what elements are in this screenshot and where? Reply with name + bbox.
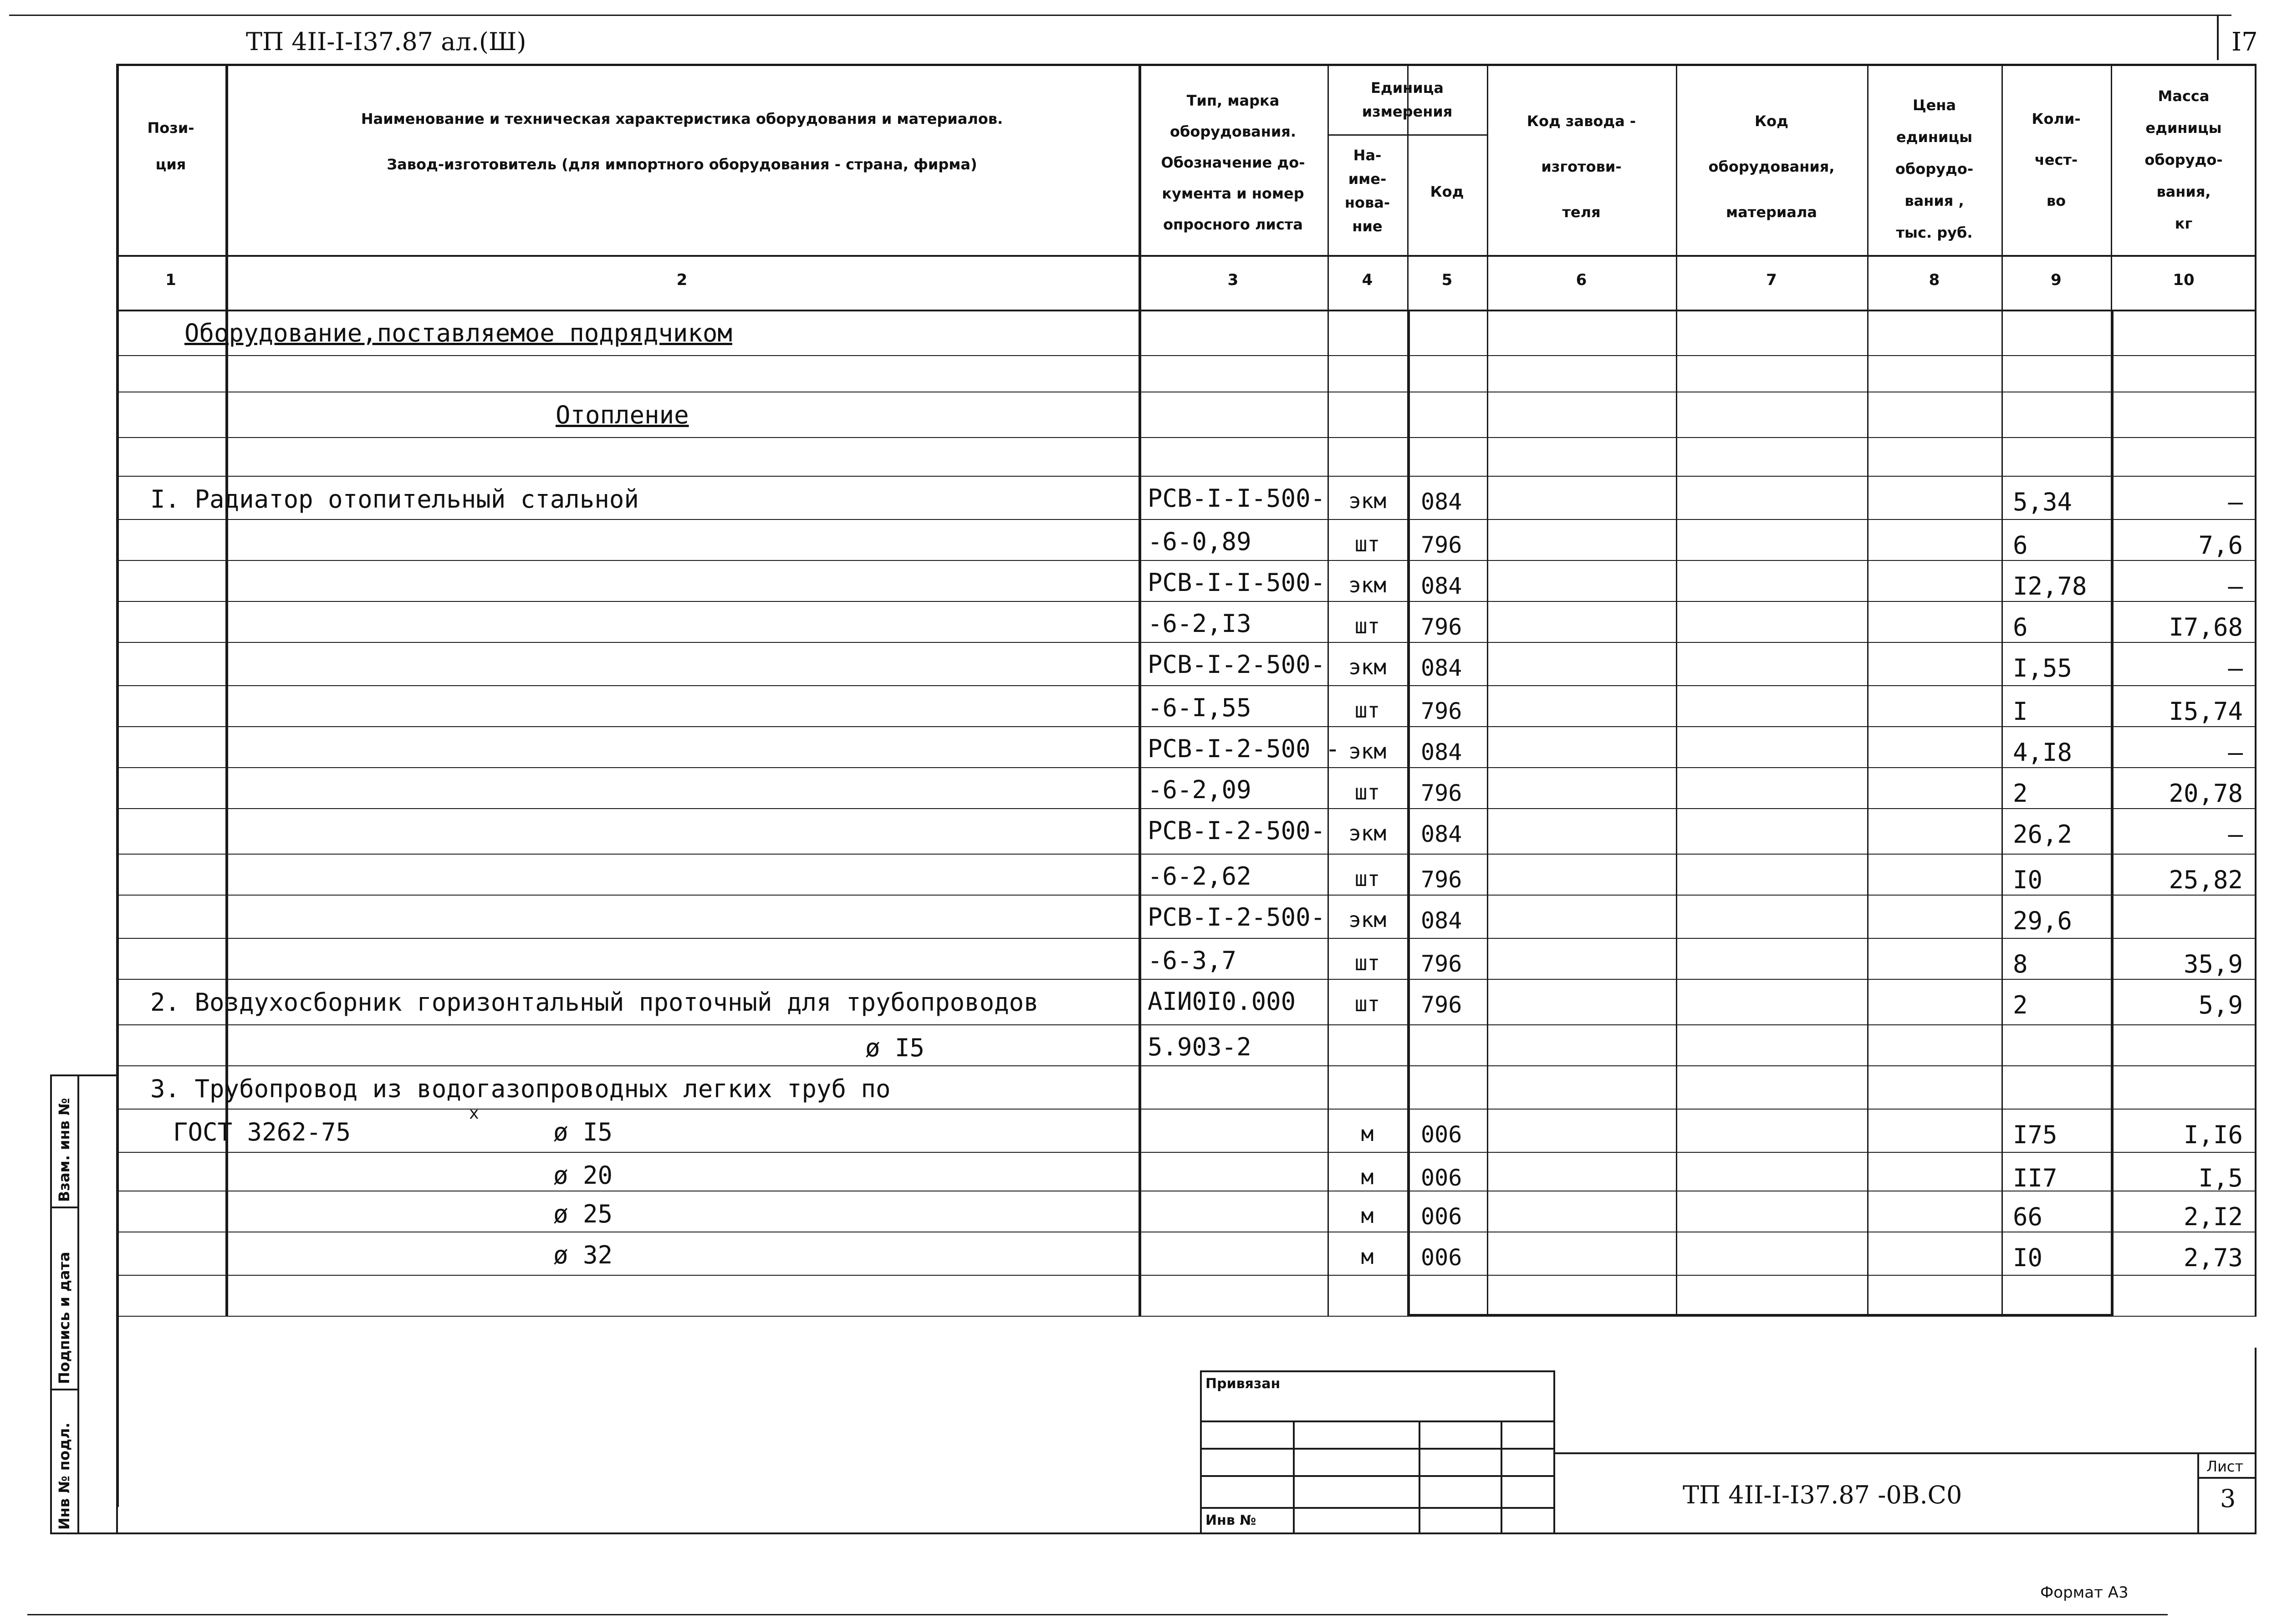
row-8-unit: экм [1348, 655, 1387, 679]
header-mass-line-4: кг [2175, 215, 2193, 232]
row-13-type: -6-2,62 [1148, 862, 1251, 891]
row-7-code: 796 [1421, 614, 1462, 640]
row-22-code: 006 [1421, 1244, 1462, 1271]
header-mass-line-1: единицы [2145, 119, 2222, 137]
row-4-code: 084 [1421, 489, 1462, 515]
row-15-mass: 35,9 [2183, 950, 2243, 978]
row-16-mass: 5,9 [2198, 991, 2243, 1019]
row-4-mass: – [2228, 488, 2243, 516]
header-mass-line-2: оборудо- [2144, 151, 2223, 168]
stamp-privyazan: Привязан [1205, 1376, 1281, 1392]
row-13-unit: шт [1354, 866, 1380, 891]
header-name-line-0: Наименование и техническая характеристика оборудования и материалов. [361, 110, 1003, 127]
row-10-type: РСВ-I-2-500 - [1148, 734, 1340, 763]
header-type-line-3: кумента и номер [1162, 185, 1304, 202]
header-unit-name-line-0: На- [1353, 147, 1382, 164]
header-type-line-0: Тип, марка [1186, 92, 1280, 109]
header-qty-line-0: Коли- [2032, 110, 2081, 127]
row-20-code: 006 [1421, 1165, 1462, 1191]
row-0-name: Оборудование,поставляемое подрядчиком [184, 319, 732, 347]
stamp-inv: Инв № [1205, 1512, 1256, 1528]
column-number-6: 6 [1576, 271, 1587, 289]
row-10-code: 084 [1421, 739, 1462, 765]
row-9-qty: I [2013, 697, 2028, 726]
row-19-mass: I,I6 [2183, 1120, 2243, 1149]
row-21-unit: м [1361, 1203, 1374, 1228]
row-14-qty: 29,6 [2013, 906, 2073, 935]
row-12-code: 084 [1421, 821, 1462, 847]
row-21-qty: 66 [2013, 1202, 2043, 1231]
row-21-code: 006 [1421, 1203, 1462, 1230]
row-5-mass: 7,6 [2198, 531, 2243, 560]
header-price-line-2: оборудо- [1895, 160, 1974, 178]
header-position-line-1: ция [155, 156, 186, 173]
row-15-qty: 8 [2013, 950, 2028, 978]
row-12-qty: 26,2 [2013, 820, 2073, 849]
row-9-unit: шт [1354, 698, 1380, 723]
row-5-type: -6-0,89 [1148, 527, 1251, 556]
row-19-unit: м [1361, 1121, 1374, 1146]
row-21-mass: 2,I2 [2183, 1202, 2243, 1231]
row-9-mass: I5,74 [2169, 697, 2243, 726]
stamp-sheet-label: Лист [2206, 1458, 2244, 1475]
row-15-type: -6-3,7 [1148, 946, 1237, 975]
side-label-replace-inv: Взам. инв № [56, 1098, 73, 1202]
equipment-table [116, 64, 2257, 1348]
row-6-qty: I2,78 [2013, 572, 2087, 601]
side-stamp [50, 1074, 118, 1534]
row-5-unit: шт [1354, 532, 1380, 556]
header-equip-code-line-1: оборудования, [1708, 158, 1835, 175]
row-10-unit: экм [1348, 739, 1387, 764]
row-14-type: РСВ-I-2-500- [1148, 903, 1326, 932]
format-label: Формат А3 [2040, 1583, 2129, 1602]
row-13-mass: 25,82 [2169, 865, 2243, 894]
row-16-unit: шт [1354, 992, 1380, 1016]
column-number-9: 9 [2051, 271, 2062, 289]
header-maker-code-line-0: Код завода - [1527, 112, 1636, 130]
column-number-8: 8 [1929, 271, 1940, 289]
column-number-7: 7 [1766, 271, 1777, 289]
row-5-code: 796 [1421, 532, 1462, 558]
row-4-unit: экм [1348, 489, 1387, 513]
row-6-mass: – [2228, 572, 2243, 601]
column-number-1: 1 [165, 271, 176, 289]
row-19-code: 006 [1421, 1121, 1462, 1148]
header-equip-code-line-0: Код [1755, 112, 1788, 130]
row-12-type: РСВ-I-2-500- [1148, 816, 1326, 845]
row-10-qty: 4,I8 [2013, 738, 2073, 767]
stamp-sheet-number: 3 [2220, 1484, 2236, 1513]
row-11-code: 796 [1421, 780, 1462, 806]
row-19-name-sup: x [469, 1104, 479, 1123]
row-4-type: РСВ-I-I-500- [1148, 484, 1326, 513]
column-number-2: 2 [676, 271, 688, 289]
row-19-name: ГОСТ 3262-75 [173, 1118, 351, 1146]
column-number-4: 4 [1362, 271, 1373, 289]
header-unit-line-1: измерения [1362, 103, 1453, 120]
row-11-type: -6-2,09 [1148, 775, 1251, 804]
column-number-3: 3 [1227, 271, 1239, 289]
row-14-unit: экм [1348, 907, 1387, 932]
row-7-type: -6-2,I3 [1148, 609, 1251, 638]
row-19-name-dia: ø I5 [553, 1118, 613, 1146]
header-unit-code: Код [1430, 183, 1464, 200]
row-16-type: АIИ0I0.000 [1148, 987, 1296, 1016]
row-8-type: РСВ-I-2-500- [1148, 650, 1326, 679]
header-price-line-1: единицы [1896, 128, 1973, 146]
header-unit-line-0: Единица [1371, 79, 1444, 97]
row-8-mass: – [2228, 654, 2243, 682]
row-14-code: 084 [1421, 907, 1462, 934]
row-16-name: 2. Воздухосборник горизонтальный проточный для трубопроводов [150, 988, 1039, 1017]
row-21-name: ø 25 [553, 1200, 613, 1228]
row-7-mass: I7,68 [2169, 613, 2243, 641]
header-name-line-1: Завод-изготовитель (для импортного оборудования - страна, фирма) [387, 156, 977, 173]
header-maker-code-line-1: изготови- [1541, 158, 1622, 175]
header-type-line-2: Обозначение до- [1161, 154, 1305, 171]
row-2-name: Отопление [556, 401, 689, 429]
header-mass-line-3: вания, [2156, 183, 2211, 200]
side-label-signature-date: Подпись и дата [56, 1252, 73, 1384]
row-10-mass: – [2228, 738, 2243, 767]
header-equip-code-line-2: материала [1726, 204, 1817, 221]
row-6-unit: экм [1348, 573, 1387, 597]
header-type-line-1: оборудования. [1170, 123, 1296, 140]
header-type-line-4: опросного листа [1163, 216, 1303, 233]
row-5-qty: 6 [2013, 531, 2028, 560]
row-11-unit: шт [1354, 780, 1380, 804]
row-7-unit: шт [1354, 614, 1380, 638]
row-17-type: 5.903-2 [1148, 1033, 1251, 1061]
row-22-unit: м [1361, 1244, 1374, 1269]
header-price-line-4: тыс. руб. [1896, 224, 1973, 241]
header-position-line-0: Пози- [147, 119, 194, 137]
row-19-qty: I75 [2013, 1120, 2057, 1149]
page-corner-number: I7 [2231, 27, 2258, 57]
row-13-code: 796 [1421, 866, 1462, 893]
row-11-mass: 20,78 [2169, 779, 2243, 808]
row-7-qty: 6 [2013, 613, 2028, 641]
header-price-line-3: вания , [1904, 192, 1964, 209]
row-11-qty: 2 [2013, 779, 2028, 808]
row-12-unit: экм [1348, 821, 1387, 845]
row-13-qty: I0 [2013, 865, 2043, 894]
row-17-name: ø I5 [865, 1033, 925, 1062]
header-maker-code-line-2: теля [1562, 204, 1601, 221]
top-doc-code: ТП 4II-I-I37.87 ал.(Ш) [246, 27, 526, 56]
row-16-qty: 2 [2013, 991, 2028, 1019]
row-9-type: -6-I,55 [1148, 693, 1251, 722]
row-15-code: 796 [1421, 951, 1462, 977]
header-price-line-0: Цена [1912, 97, 1956, 114]
column-number-10: 10 [2173, 271, 2195, 289]
row-8-code: 084 [1421, 655, 1462, 681]
header-unit-name-line-1: име- [1348, 170, 1387, 188]
row-8-qty: I,55 [2013, 654, 2073, 682]
row-12-mass: – [2228, 820, 2243, 849]
header-unit-name-line-2: нова- [1344, 194, 1390, 211]
row-9-code: 796 [1421, 698, 1462, 724]
row-22-name: ø 32 [553, 1241, 613, 1269]
row-22-mass: 2,73 [2183, 1243, 2243, 1272]
stamp-doc-code: ТП 4II-I-I37.87 -0В.С0 [1683, 1481, 1962, 1509]
row-18-name: 3. Трубопровод из водогазопроводных легких труб по [150, 1074, 891, 1103]
row-4-name: I. Радиатор отопительный стальной [150, 485, 639, 514]
row-20-qty: II7 [2013, 1164, 2057, 1192]
column-number-5: 5 [1441, 271, 1453, 289]
header-unit-name-line-3: ние [1352, 218, 1383, 235]
header-qty-line-2: во [2046, 192, 2066, 209]
title-block [116, 1348, 2257, 1534]
row-20-unit: м [1361, 1165, 1374, 1189]
row-22-qty: I0 [2013, 1243, 2043, 1272]
row-20-name: ø 20 [553, 1161, 613, 1190]
row-20-mass: I,5 [2198, 1164, 2243, 1192]
row-6-type: РСВ-I-I-500- [1148, 568, 1326, 597]
row-4-qty: 5,34 [2013, 488, 2073, 516]
side-label-inv-original: Инв № подл. [56, 1422, 73, 1530]
row-6-code: 084 [1421, 573, 1462, 599]
header-mass-line-0: Масса [2158, 87, 2210, 105]
header-qty-line-1: чест- [2034, 151, 2078, 168]
row-15-unit: шт [1354, 951, 1380, 975]
row-16-code: 796 [1421, 992, 1462, 1018]
